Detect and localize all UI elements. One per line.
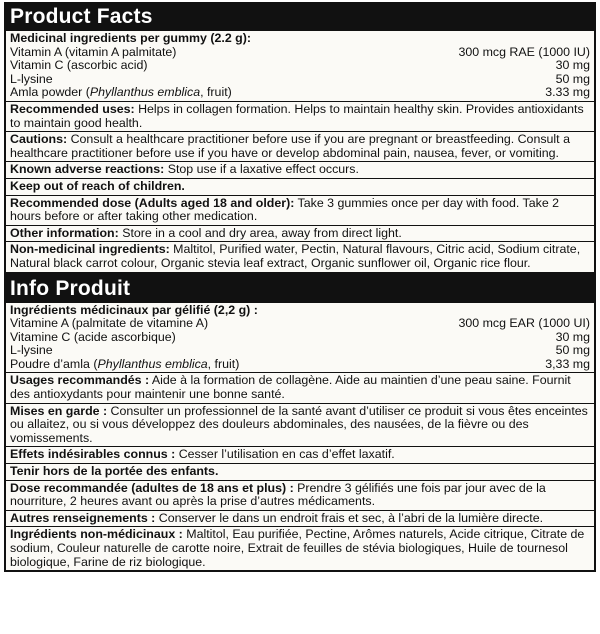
info-produit-title: Info Produit [4,274,596,303]
ingredient-amount: 3,33 mg [545,356,590,371]
other-information-section-fr [6,510,594,527]
section-label: Non-medicinal ingredients: [10,242,170,257]
other-information-section [6,225,594,242]
ingredient-name: Vitamin C (ascorbic acid) [10,58,148,73]
medicinal-ingredients-heading: Medicinal ingredients per gummy (2.2 g): [10,31,251,45]
section-text: Conserver le dans un endroit frais et sec, à l’abri de la lumière directe. [155,510,544,525]
section-label: Known adverse reactions: [10,162,165,177]
section-text: Take 3 gummies once per day with food. Take 2 hours before or after taking other medication. [10,195,560,224]
ingredient-name-part: Amla powder ( [10,85,90,100]
ingredient-row [10,317,590,331]
info-produit-box [4,303,596,573]
section-text: Consult a healthcare practitioner before use if you are pregnant or breastfeeding. Consult a healthcare practitioner before use if you have or develop abdominal pain, nausea, fever, or vomiting. [10,132,570,160]
keep-out-of-reach-section-fr: Tenir hors de la portée des enfants. [6,463,594,480]
cautions-section [6,131,594,161]
section-text: Prendre 3 gélifiés une fois par jour avec de la nourriture, 2 heures avant ou après la prise d’autres médicaments. [10,480,546,509]
ingredient-name-part: , fruit) [200,85,232,100]
section-label: Usages recommandés : [10,373,150,388]
ingredient-amount: 300 mcg RAE (1000 IU) [458,44,590,59]
ingredient-row [10,73,590,87]
ingredient-name: Vitamine C (acide ascorbique) [10,329,176,344]
section-label: Recommended uses: [10,101,135,116]
section-text: Maltitol, Purified water, Pectin, Natural flavours, Citric acid, Sodium citrate, Natural black carrot colour, Organic stevia leaf extract, Organic sunflower oil, Organic rice flour. [10,242,581,270]
ingredient-latin-name: Phyllanthus emblica [97,356,208,371]
ingredient-amount: 50 mg [555,343,590,358]
ingredient-latin-name: Phyllanthus emblica [89,85,201,100]
recommended-uses-section-fr [6,372,594,402]
section-label: Autres renseignements : [10,510,156,525]
medicinal-ingredients-section-fr [6,303,594,373]
ingredient-amount: 50 mg [555,71,590,86]
product-facts-box [4,31,596,274]
section-text: Stop use if a laxative effect occurs. [164,162,359,177]
ingredient-amount: 3.33 mg [545,85,590,100]
section-text: Helps in collagen formation. Helps to maintain healthy skin. Provides antioxidants to maintain good health. [10,101,584,130]
ingredient-name: L-lysine [10,343,53,358]
ingredient-name [10,358,239,372]
ingredient-row [10,59,590,73]
ingredient-row [10,46,590,60]
recommended-dose-section-fr [6,480,594,510]
section-label: Cautions: [10,132,68,147]
ingredient-row [10,358,590,372]
section-label: Recommended dose (Adults aged 18 and older): [10,195,295,210]
ingredient-row [10,344,590,358]
ingredient-name: Vitamin A (vitamin A palmitate) [10,44,177,59]
section-text: Store in a cool and dry area, away from direct light. [118,225,402,240]
keep-out-of-reach-section: Keep out of reach of children. [6,178,594,195]
ingredient-amount: 30 mg [555,329,590,344]
product-facts-label [4,2,596,630]
ingredient-row [10,86,590,100]
section-label: Dose recommandée (adultes de 18 ans et plus) : [10,480,294,495]
non-medicinal-ingredients-section [6,241,594,271]
ingredient-name-part: Poudre d’amla ( [10,356,98,371]
section-text: Aide à la formation de collagène. Aide au maintien d’une peau saine. Fournit des antioxydants pour maintenir une bonne santé. [10,373,571,402]
ingredient-name-part: , fruit) [207,356,240,371]
ingredient-row [10,331,590,345]
ingredient-name: Vitamine A (palmitate de vitamine A) [10,316,209,331]
section-label: Mises en garde : [10,403,108,418]
medicinal-ingredients-heading-fr: Ingrédients médicinaux par gélifié (2,2 g) : [10,302,258,317]
section-text: Maltitol, Eau purifiée, Pectine, Arômes naturels, Acide citrique, Citrate de sodium, Couleur naturelle de carotte noire, Extrait de feuilles de stévia biologiques, Huile de tournesol biologique, Farine de riz biologique. [10,527,585,569]
section-label: Effets indésirables connus : [10,447,176,462]
cautions-section-fr [6,403,594,447]
ingredient-amount: 30 mg [555,58,590,73]
section-label: Other information: [10,225,119,240]
recommended-dose-section [6,195,594,225]
ingredient-amount: 300 mcg EAR (1000 UI) [458,316,590,331]
section-text: Consulter un professionnel de la santé avant d’utiliser ce produit si vous êtes enceintes ou allaitez, ou si vous développez des douleurs abdominales, des nausées, de la fièvre ou des vomissements. [10,403,588,445]
section-label: Ingrédients non-médicinaux : [10,527,183,542]
ingredient-name [10,86,232,100]
adverse-reactions-section-fr [6,446,594,463]
ingredient-name: L-lysine [10,71,53,86]
adverse-reactions-section [6,161,594,178]
product-facts-title: Product Facts [4,2,596,31]
medicinal-ingredients-section [6,31,594,101]
non-medicinal-ingredients-section-fr [6,526,594,570]
section-text: Cesser l’utilisation en cas d’effet laxatif. [175,447,395,462]
recommended-uses-section [6,101,594,131]
